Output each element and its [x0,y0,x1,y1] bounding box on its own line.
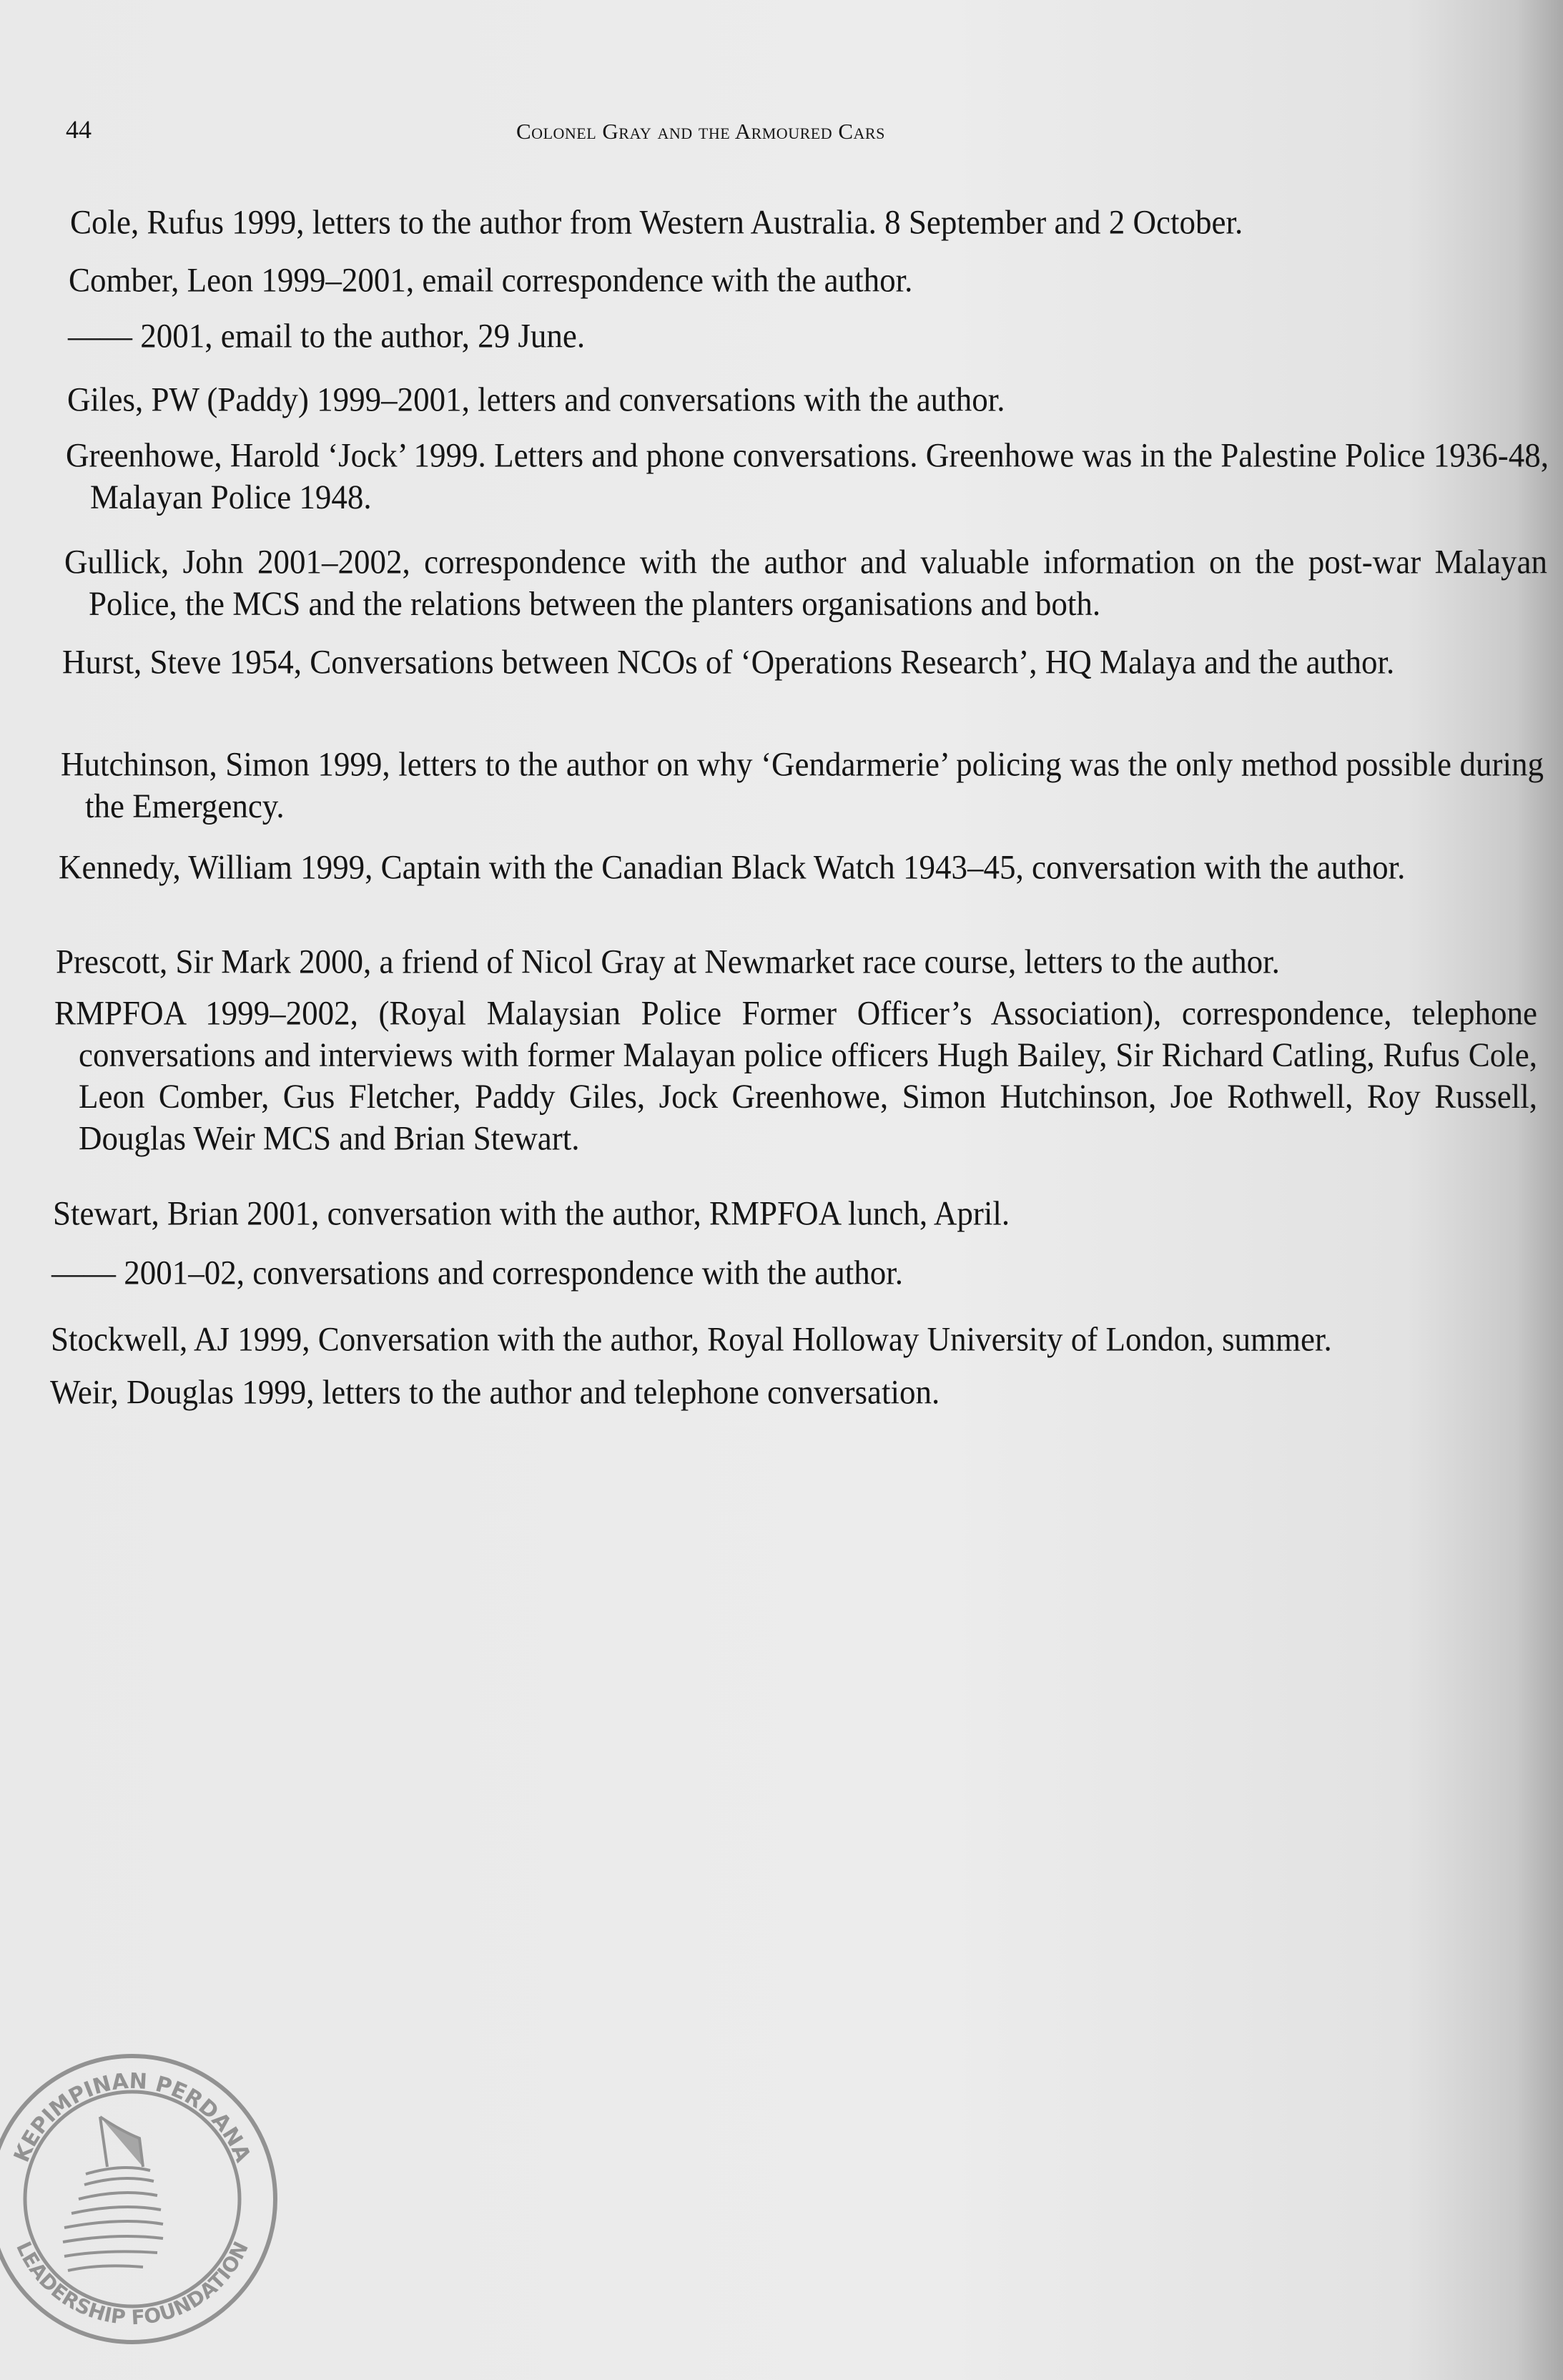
bibliography-entry: —— 2001–02, conversations and correspondence with the author. [51,1254,903,1292]
bibliography-entry: Stockwell, AJ 1999, Conversation with the author, Royal Holloway University of London, summer. [51,1320,1332,1359]
bibliography-entry: Giles, PW (Paddy) 1999–2001, letters and conversations with the author. [67,380,1005,419]
bibliography-entry: Weir, Douglas 1999, letters to the author and telephone conversation. [50,1373,940,1412]
bibliography-entry: Kennedy, William 1999, Captain with the Canadian Black Watch 1943–45, conversation with the author. [59,848,1406,887]
bibliography-entry: Prescott, Sir Mark 2000, a friend of Nicol Gray at Newmarket race course, letters to the author. [56,943,1280,981]
bibliography-entry: Greenhowe, Harold ‘Jock’ 1999. Letters and phone conversations. Greenhowe was in the Palestine Police 1936-48, Malayan Police 1948. [66,436,1549,516]
bibliography-entry: RMPFOA 1999–2002, (Royal Malaysian Police Former Officer’s Association), correspondence, telephone conversations and interviews with former Malayan police officers Hugh Bailey, Sir Richard Catling, Rufus Cole, Leon Comber, Gus Fletcher, Paddy Giles, Jock Greenhowe, Simon Hutchinson, Joe Rothwell, Roy Russell, Douglas Weir MCS and Brian Stewart. [54,994,1537,1158]
svg-text:LEADERSHIP FOUNDATION: LEADERSHIP FOUNDATION [11,2238,253,2330]
page-number: 44 [66,115,92,144]
svg-text:KEPIMPINAN PERDANA: KEPIMPINAN PERDANA [9,2068,256,2166]
running-title: Colonel Gray and the Armoured Cars [516,119,885,144]
bibliography-entry: Gullick, John 2001–2002, correspondence with the author and valuable information on the post-war Malayan Police, the MCS and the relations between the planters organisations and both. [64,543,1547,623]
bibliography-entry: Comber, Leon 1999–2001, email correspondence with the author. [69,261,913,300]
bibliography-entry: Hurst, Steve 1954, Conversations between NCOs of ‘Operations Research’, HQ Malaya and the author. [62,643,1395,682]
bibliography-entry: Cole, Rufus 1999, letters to the author from Western Australia. 8 September and 2 October. [70,203,1243,242]
bibliography-entry: Hutchinson, Simon 1999, letters to the author on why ‘Gendarmerie’ policing was the only method possible during the Emergency. [61,745,1544,825]
bibliography-entry: Stewart, Brian 2001, conversation with the author, RMPFOA lunch, April. [53,1194,1010,1233]
foundation-stamp-logo [0,2045,286,2353]
bibliography-entry: —— 2001, email to the author, 29 June. [68,317,586,355]
